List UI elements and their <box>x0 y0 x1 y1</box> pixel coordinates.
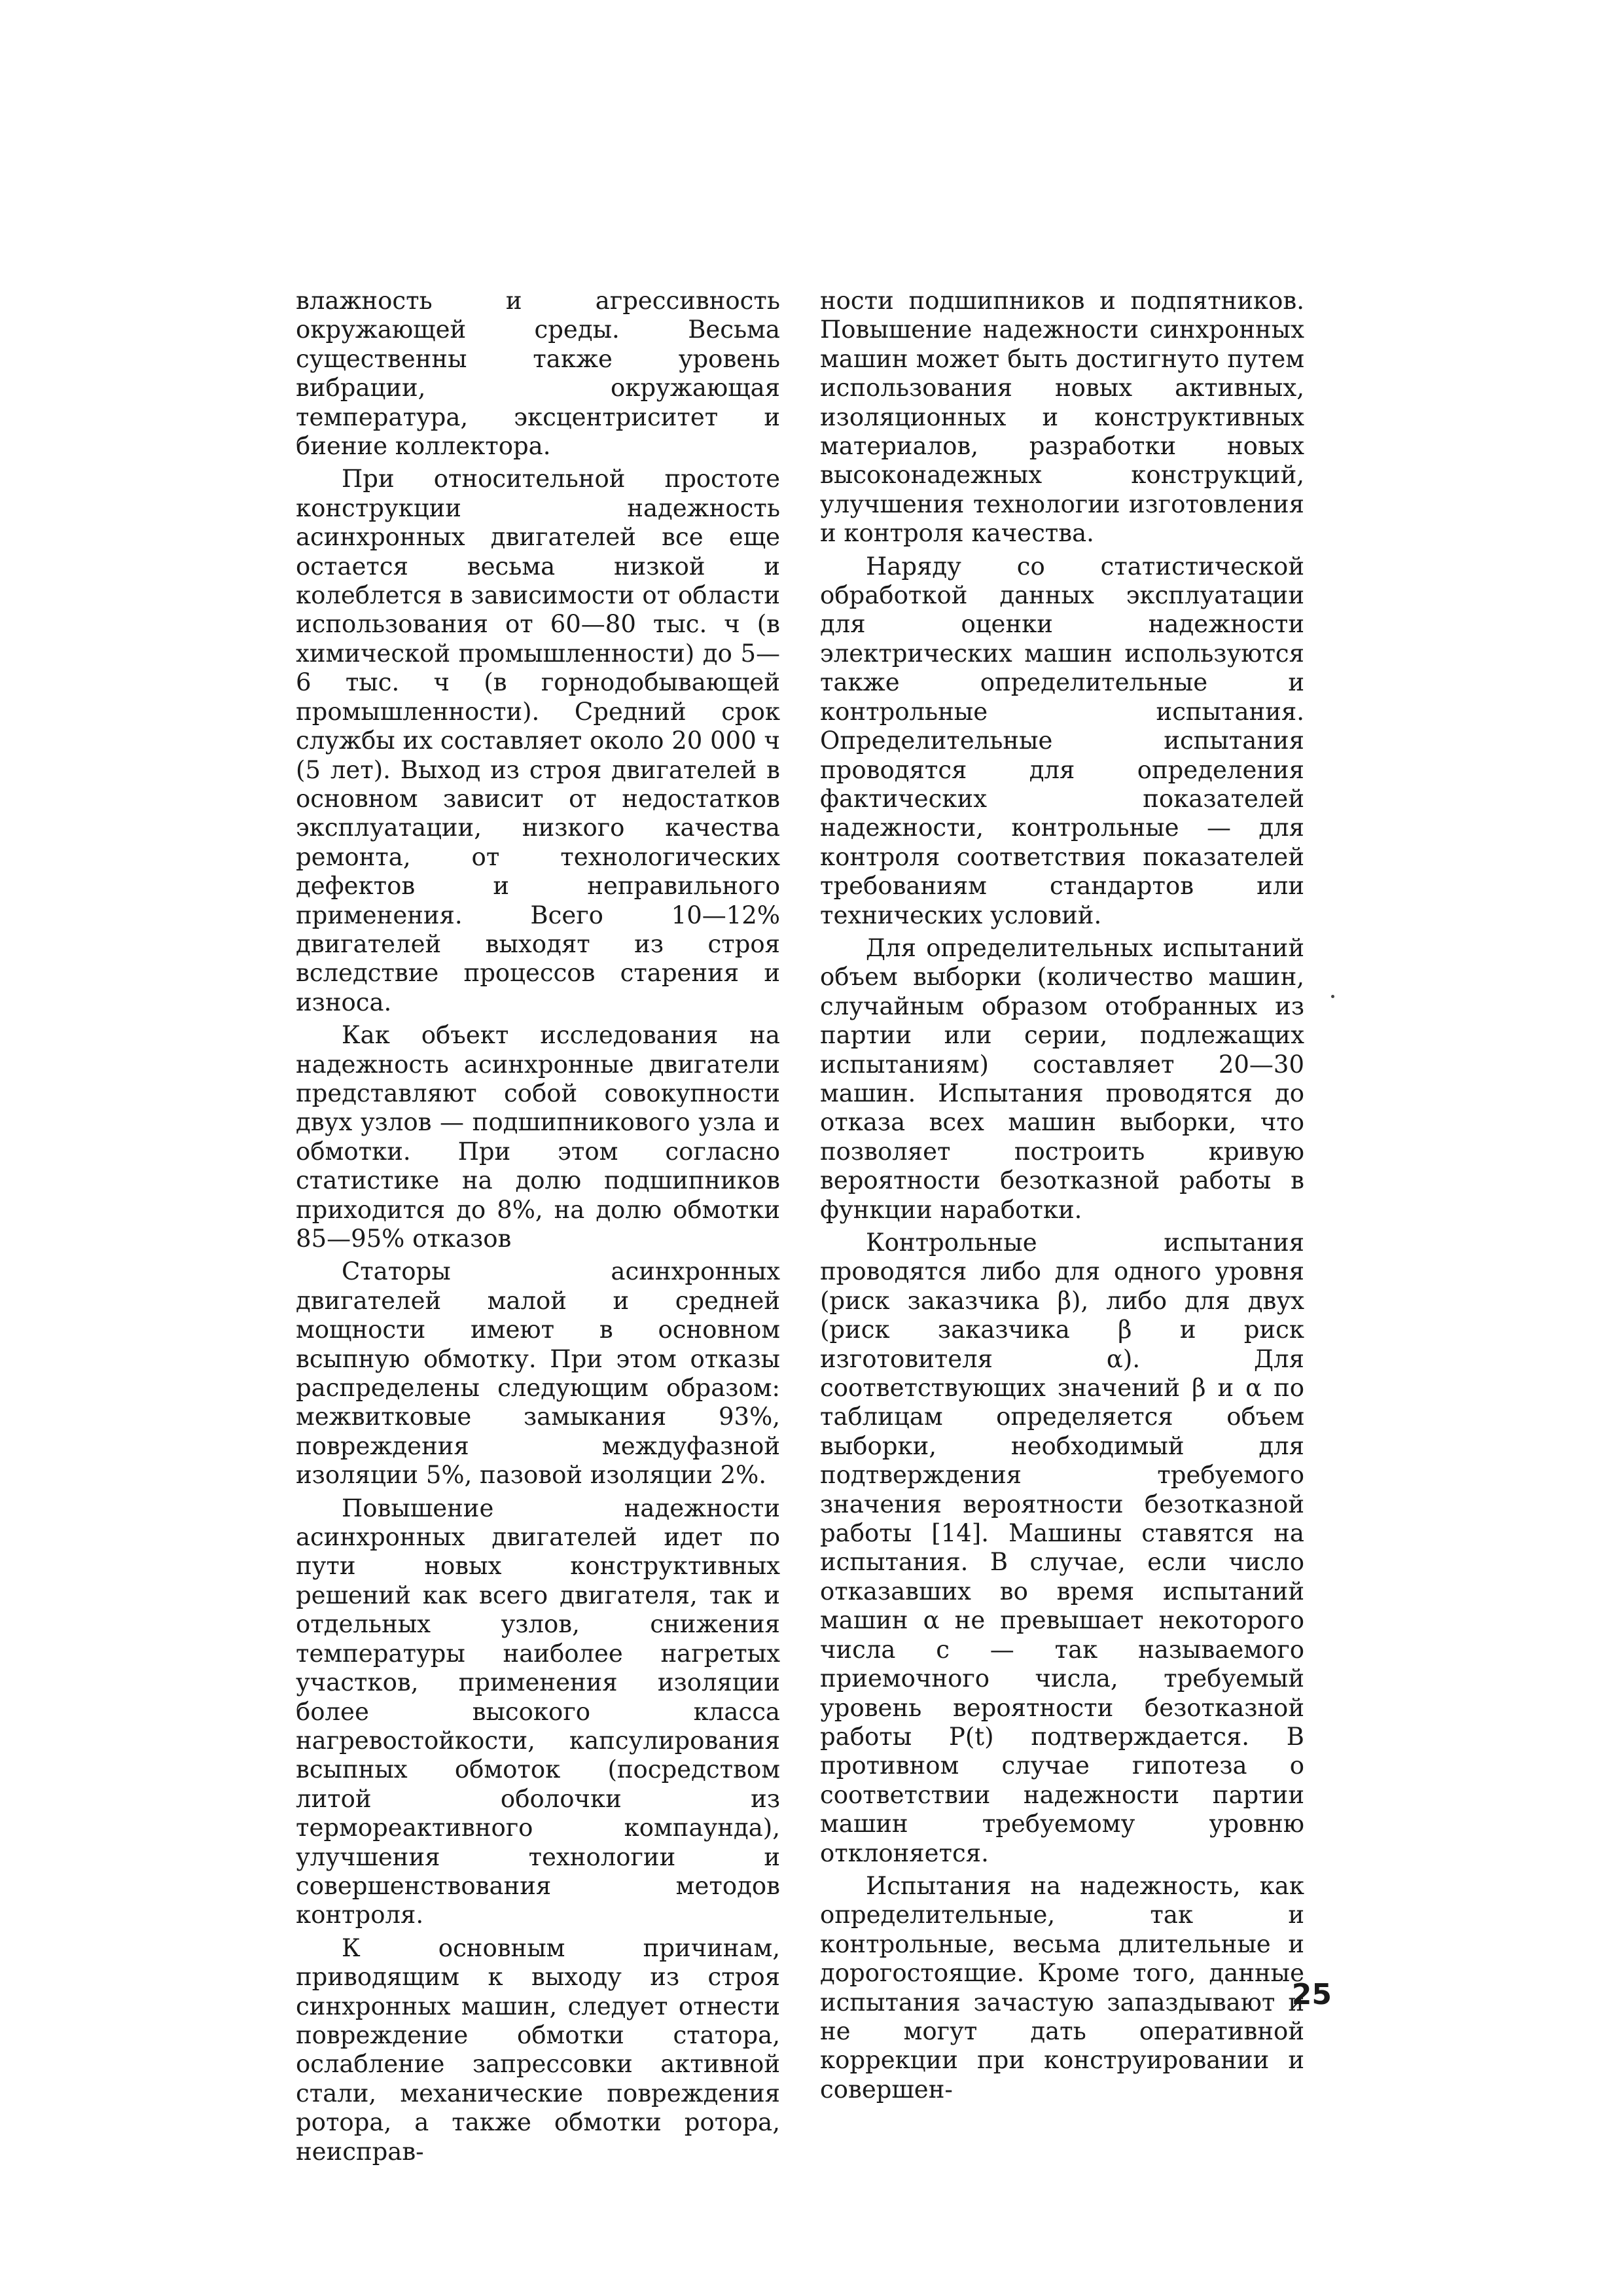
right-column <box>820 287 1304 2108</box>
paragraph: Повышение надежности асинхронных двигателей идет по пути новых конструктивных решений как всего двигателя, так и отдельных узлов, снижения температуры наиболее нагретых участков, применения изоляции более высокого класса нагревостойкости, капсулирования всыпных обмоток (посредством литой оболочки из термореактивного компаунда), улучшения технологии и совершенствования методов контроля. <box>296 1494 780 1929</box>
left-column <box>296 287 780 2170</box>
paragraph: ности подшипников и подпятников. Повышение надежности синхронных машин может быть достигнуто путем использования новых активных, изоляционных и конструктивных материалов, разработки новых высоконадежных конструкций, улучшения технологии изготовления и контроля качества. <box>820 287 1304 548</box>
paragraph: Для определительных испытаний объем выборки (количество машин, случайным образом отобранных из партии или серии, подлежащих испытаниям) составляет 20—30 машин. Испытания проводятся до отказа всех машин выборки, что позволяет построить кривую вероятности безотказной работы в функции наработки. <box>820 933 1304 1224</box>
paragraph: Контрольные испытания проводятся либо для одного уровня (риск заказчика β), либо для двух (риск заказчика β и риск изготовителя α). Для соответствующих значений β и α по таблицам определяется объем выборки, необходимый для подтверждения требуемого значения вероятности безотказной работы [14]. Машины ставятся на испытания. В случае, если число отказавших во время испытаний машин α не превышает некоторого числа c — так называемого приемочного числа, требуемый уровень вероятности безотказной работы P(t) подтверждается. В противном случае гипотеза о соответствии надежности партии машин требуемому уровню отклоняется. <box>820 1229 1304 1867</box>
paragraph: При относительной простоте конструкции надежность асинхронных двигателей все еще остается весьма низкой и колеблется в зависимости от области использования от 60—80 тыс. ч (в химической промышленности) до 5—6 тыс. ч (в горнодобывающей промышленности). Средний срок службы их составляет около 20 000 ч (5 лет). Выход из строя двигателей в основном зависит от недостатков эксплуатации, низкого качества ремонта, от технологических дефектов и неправильного применения. Всего 10—12% двигателей выходят из строя вследствие процессов старения и износа. <box>296 465 780 1016</box>
paragraph: Как объект исследования на надежность асинхронные двигатели представляют собой совокупности двух узлов — подшипникового узла и обмотки. При этом согласно статистике на долю подшипников приходится до 8%, на долю обмотки 85—95% отказов <box>296 1021 780 1253</box>
paragraph: Испытания на надежность, как определительные, так и контрольные, весьма длительные и дорогостоящие. Кроме того, данные испытания зачастую запаздывают и не могут дать оперативной коррекции при конструировании и совершен- <box>820 1871 1304 2104</box>
paragraph: Статоры асинхронных двигателей малой и средней мощности имеют в основном всыпную обмотку. При этом отказы распределены следующим образом: межвитковые замыкания 93%, повреждения междуфазной изоляции 5%, пазовой изоляции 2%. <box>296 1257 780 1490</box>
paragraph: Наряду со статистической обработкой данных эксплуатации для оценки надежности электрических машин используются также определительные и контрольные испытания. Определительные испытания проводятся для определения фактических показателей надежности, контрольные — для контроля соответствия показателей требованиям стандартов или технических условий. <box>820 552 1304 929</box>
paragraph: К основным причинам, приводящим к выходу из строя синхронных машин, следует отнести повреждение обмотки статора, ослабление запрессовки активной стали, механические повреждения ротора, а также обмотки ротора, неисправ- <box>296 1933 780 2166</box>
scan-speck <box>1331 995 1334 998</box>
paragraph: влажность и агрессивность окружающей среды. Весьма существенны также уровень вибрации, окружающая температура, эксцентриситет и биение коллектора. <box>296 287 780 461</box>
page-number: 25 <box>1291 1978 1332 2011</box>
